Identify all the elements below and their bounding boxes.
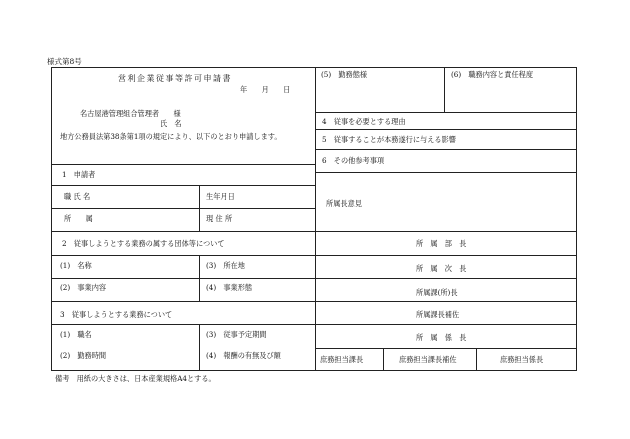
- employer-label: (5) 勤務態様: [321, 70, 368, 79]
- date-line: 年 月 日: [240, 85, 291, 94]
- approval-section-chief: 所属課(所)長: [416, 288, 458, 297]
- pay-label: (4) 報酬の有無及び額: [206, 351, 281, 360]
- stamp-admin-assistant-manager: 庶務担当課長補佐: [399, 355, 457, 364]
- hours-label: (2) 勤務時間: [60, 351, 107, 360]
- birthdate-label: 生年月日: [206, 192, 235, 201]
- stamp-admin-chief: 庶務担当係長: [500, 355, 544, 364]
- other-label: 6 その他参考事項: [322, 156, 385, 165]
- addressee: 名古屋港管理組合管理者 様: [80, 109, 181, 118]
- period-label: (3) 従事予定期間: [206, 330, 267, 339]
- approval-dept-head: 所 属 部 長: [416, 239, 467, 248]
- divider: [51, 185, 315, 186]
- divider: [315, 112, 577, 113]
- divider: [315, 231, 577, 232]
- divider: [315, 129, 577, 130]
- stamp-admin-manager: 庶務担当課長: [320, 355, 364, 364]
- section1-heading: 1 申請者: [62, 170, 96, 179]
- divider: [51, 324, 315, 325]
- current-address-label: 現 住 所: [206, 214, 233, 223]
- applicant-name-label: 氏 名: [160, 119, 182, 128]
- form-number: 様式第8号: [47, 57, 82, 66]
- org-business-label: (2) 事業内容: [60, 283, 107, 292]
- reason-label: 4 従事を必要とする理由: [322, 117, 406, 126]
- divider: [51, 278, 315, 279]
- org-name-label: (1) 名称: [60, 261, 92, 270]
- duties-label: (6) 職務内容と責任程度: [451, 70, 534, 79]
- divider: [315, 278, 577, 279]
- section2-heading: 2 従事しようとする業務の属する団体等について: [62, 239, 225, 248]
- divider: [199, 324, 200, 371]
- position-name-label: 職 氏 名: [64, 192, 91, 201]
- divider: [51, 208, 315, 209]
- footnote: 備考 用紙の大きさは、日本産業規格A4とする。: [55, 374, 216, 383]
- divider: [315, 149, 577, 150]
- divider: [315, 348, 577, 349]
- approval-deputy-head: 所 属 次 長: [416, 264, 467, 273]
- divider: [315, 301, 577, 302]
- org-location-label: (3) 所在地: [206, 261, 245, 270]
- dept-opinion-label: 所属長意見: [326, 199, 362, 208]
- approval-subsection-chief: 所 属 係 長: [416, 333, 467, 342]
- org-form-label: (4) 事業形態: [206, 283, 253, 292]
- divider: [51, 301, 315, 302]
- divider: [315, 324, 577, 325]
- job-title-label: (1) 職名: [60, 330, 92, 339]
- section3-heading: 3 従事しようとする業務について: [60, 310, 173, 319]
- divider: [51, 164, 315, 165]
- divider: [444, 67, 445, 112]
- divider: [315, 172, 577, 173]
- approval-assistant-chief: 所属課長補佐: [416, 310, 460, 319]
- divider: [51, 255, 315, 256]
- form-title: 営利企業従事等許可申請書: [118, 74, 232, 83]
- divider: [199, 185, 200, 231]
- divider: [476, 348, 477, 371]
- divider: [51, 231, 315, 232]
- divider: [315, 255, 577, 256]
- divider: [383, 348, 384, 371]
- divider: [199, 255, 200, 301]
- impact-label: 5 従事することが本務遂行に与える影響: [322, 135, 456, 144]
- statement: 地方公務員法第38条第1項の規定により、以下のとおり申請します。: [60, 132, 282, 141]
- affiliation-label: 所 属: [64, 214, 93, 223]
